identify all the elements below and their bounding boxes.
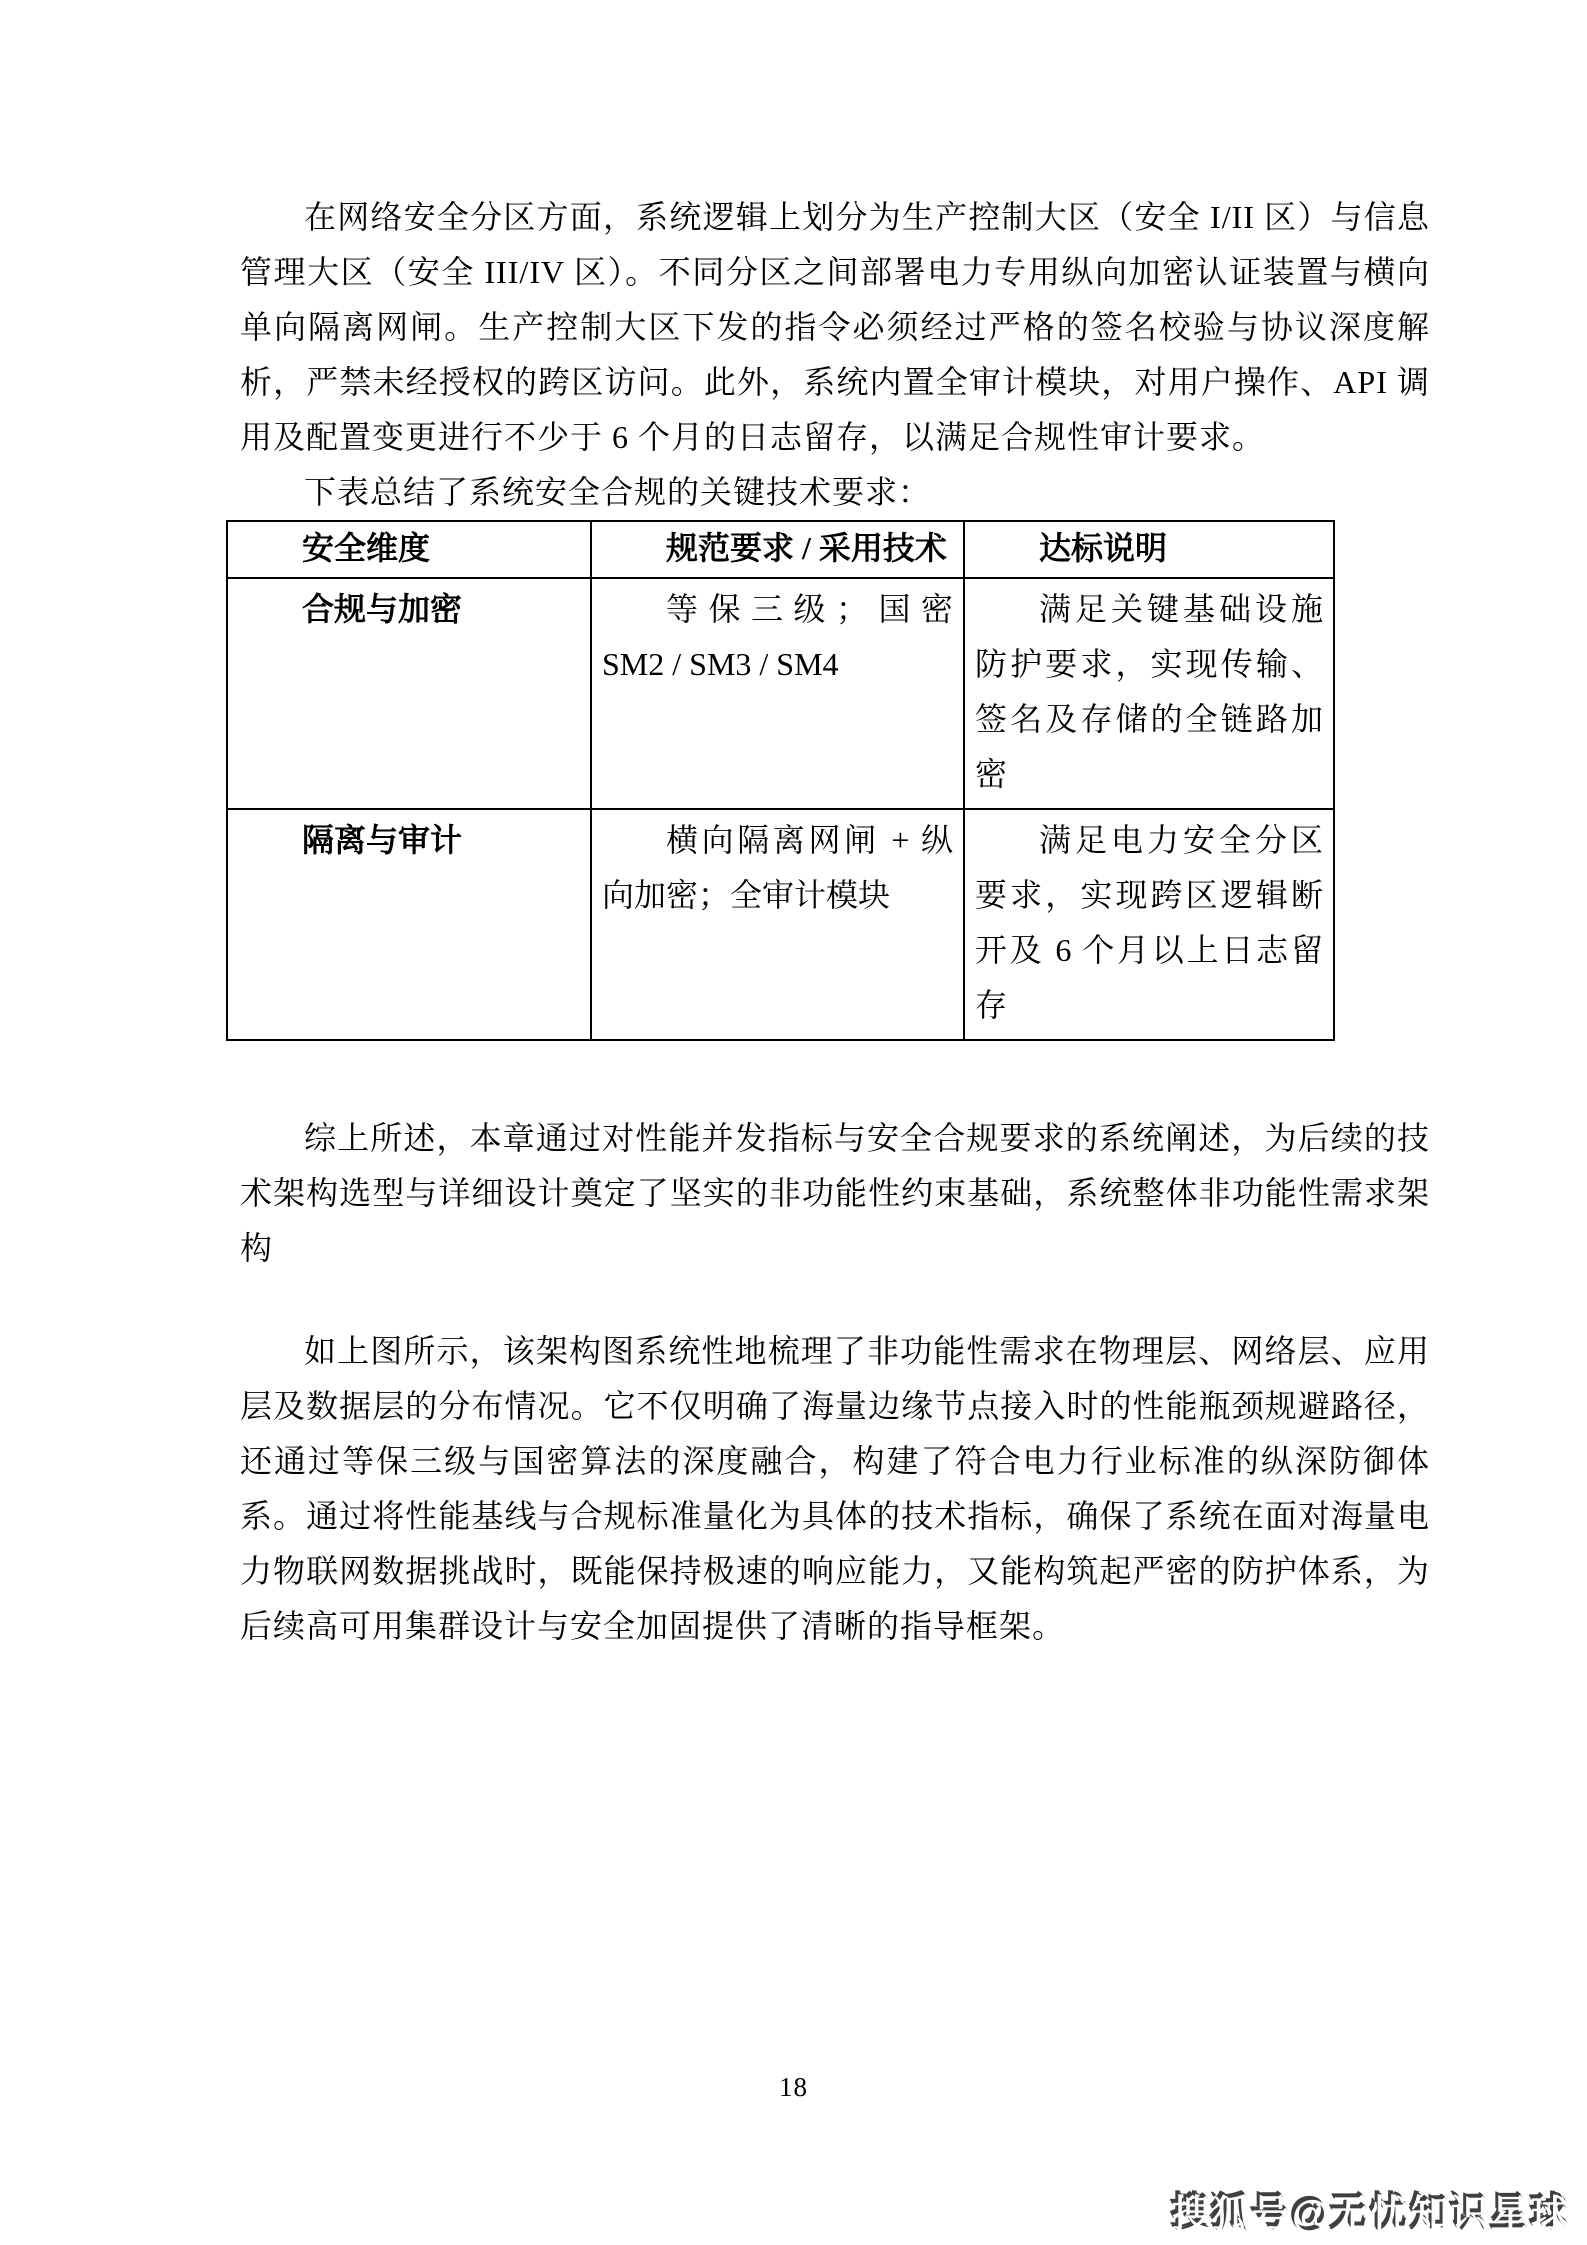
paragraph-architecture-description: 如上图所示，该架构图系统性地梳理了非功能性需求在物理层、网络层、应用层及数据层的分布情况。它不仅明确了海量边缘节点接入时的性能瓶颈规避路径，还通过等保三级与国密算法的深度融合，构建了符合电力行业标准的纵深防御体系。通过将性能基线与合规标准量化为具体的技术指标，确保了系统在面对海量电力物联网数据挑战时，既能保持极速的响应能力，又能构筑起严密的防护体系，为后续高可用集群设计与安全加固提供了清晰的指导框架。 (240, 1333, 1430, 1644)
page-number: 18 (779, 2072, 808, 2102)
table-row-isolation-audit (227, 809, 1334, 1040)
table-intro-line: 下表总结了系统安全合规的关键技术要求： (304, 474, 932, 510)
watermark-text: 搜狐号@无忧知识星球 (1171, 2194, 1571, 2236)
paragraph-summary: 综上所述，本章通过对性能并发指标与安全合规要求的系统阐述，为后续的技术架构选型与详细设计奠定了坚实的非功能性约束基础，系统整体非功能性需求架构 (240, 1120, 1430, 1266)
cell-requirement-compliance-encryption: 等保三级；国密 SM2 / SM3 / SM4 (591, 578, 964, 809)
column-header-compliance-explanation: 达标说明 (964, 521, 1334, 578)
table-header-row (227, 521, 1334, 578)
column-header-requirement-technology: 规范要求 / 采用技术 (591, 521, 964, 578)
text-block (240, 0, 1430, 1654)
table-row-compliance-encryption (227, 578, 1334, 809)
cell-explanation-isolation-audit: 满足电力安全分区要求，实现跨区逻辑断开及 6 个月以上日志留存 (964, 809, 1334, 1040)
cell-explanation-compliance-encryption: 满足关键基础设施防护要求，实现传输、签名及存储的全链路加密 (964, 578, 1334, 809)
cell-dimension-isolation-audit: 隔离与审计 (227, 809, 591, 1040)
column-header-security-dimension: 安全维度 (227, 521, 591, 578)
cell-requirement-isolation-audit: 横向隔离网闸 + 纵向加密；全审计模块 (591, 809, 964, 1040)
cell-dimension-compliance-encryption: 合规与加密 (227, 578, 591, 809)
paragraph-network-security-zoning: 在网络安全分区方面，系统逻辑上划分为生产控制大区（安全 I/II 区）与信息管理大区（安全 III/IV 区）。不同分区之间部署电力专用纵向加密认证装置与横向单向隔离网闸。生产控制大区下发的指令必须经过严格的签名校验与协议深度解析，严禁未经授权的跨区访问。此外，系统内置全审计模块，对用户操作、API 调用及配置变更进行不少于 6 个月的日志留存，以满足合规性审计要求。 (240, 199, 1430, 455)
security-compliance-table (226, 520, 1335, 1041)
